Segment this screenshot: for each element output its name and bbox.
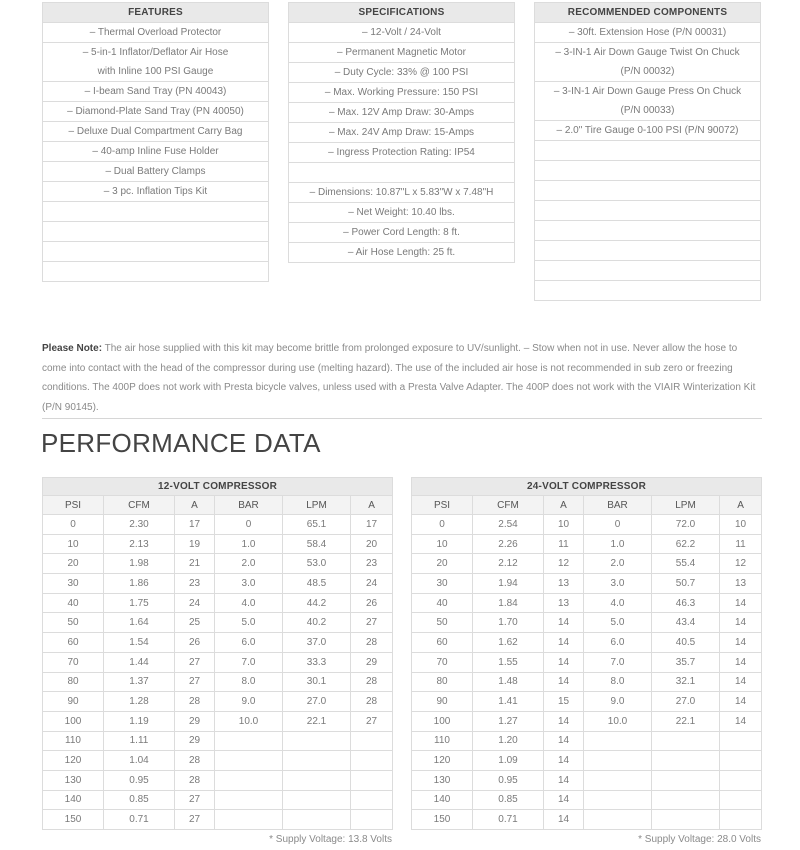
table-cell: 58.4 — [283, 534, 351, 554]
table-cell — [351, 770, 393, 790]
table-cell: 120 — [43, 751, 104, 771]
table-cell: 20 — [43, 554, 104, 574]
table-cell — [584, 810, 652, 830]
table-cell: 4.0 — [215, 593, 283, 613]
table-cell: 2.0 — [215, 554, 283, 574]
table-cell: 50.7 — [652, 574, 720, 594]
table-cell: 37.0 — [283, 633, 351, 653]
empty-cell — [43, 202, 269, 222]
table-row — [43, 633, 393, 653]
table-row — [412, 534, 762, 554]
table-cell — [351, 731, 393, 751]
table-cell — [351, 810, 393, 830]
empty-cell — [535, 181, 761, 201]
table-cell: 14 — [720, 613, 762, 633]
table-cell: 27 — [175, 790, 215, 810]
table-cell: 1.70 — [473, 613, 544, 633]
column-headers — [43, 496, 393, 515]
table-cell — [584, 751, 652, 771]
spec-item: – Max. 24V Amp Draw: 15-Amps — [289, 123, 515, 143]
features-item: – Thermal Overload Protector — [43, 23, 269, 43]
table-cell: 1.19 — [104, 711, 175, 731]
table-cell: 150 — [412, 810, 473, 830]
table-row — [43, 790, 393, 810]
table-cell: 60 — [412, 633, 473, 653]
table-cell: 44.2 — [283, 593, 351, 613]
table-cell: 17 — [175, 515, 215, 535]
table-cell: 1.94 — [473, 574, 544, 594]
table-cell: 3.0 — [215, 574, 283, 594]
table-cell: 7.0 — [584, 652, 652, 672]
table-cell: 0.71 — [104, 810, 175, 830]
table-cell: 90 — [412, 692, 473, 712]
table-cell: 100 — [43, 711, 104, 731]
table-24v-body — [412, 515, 762, 830]
supply-voltage-24v: * Supply Voltage: 28.0 Volts — [638, 834, 761, 845]
table-cell: 80 — [43, 672, 104, 692]
table-cell: 15 — [544, 692, 584, 712]
spec-item: – Power Cord Length: 8 ft. — [289, 223, 515, 243]
empty-cell — [535, 241, 761, 261]
table-cell: 40 — [412, 593, 473, 613]
table-cell: 27.0 — [283, 692, 351, 712]
table-cell: 48.5 — [283, 574, 351, 594]
table-cell: 28 — [175, 770, 215, 790]
table-cell: 9.0 — [215, 692, 283, 712]
table-row — [412, 692, 762, 712]
table-cell: 0 — [43, 515, 104, 535]
table-cell: 28 — [351, 672, 393, 692]
table-cell: 28 — [175, 751, 215, 771]
table-cell: 65.1 — [283, 515, 351, 535]
table-cell: 1.44 — [104, 652, 175, 672]
spec-item: – Duty Cycle: 33% @ 100 PSI — [289, 63, 515, 83]
features-item: – Dual Battery Clamps — [43, 162, 269, 182]
features-header: FEATURES — [43, 3, 269, 23]
column-header: BAR — [584, 496, 652, 515]
table-cell — [652, 731, 720, 751]
table-cell: 14 — [544, 810, 584, 830]
table-cell — [652, 790, 720, 810]
table-cell: 26 — [175, 633, 215, 653]
table-cell: 10 — [720, 515, 762, 535]
note-text: The air hose supplied with this kit may become brittle from prolonged exposure to UV/sunlight. – Stow when not in use. Never allow the hose to come into contact with the head of the compressor during use (melting hazard). The use of the included air hose is not recommended in sub zero or freezing conditions. The 400P does not work with Presta bicycle valves, unless used with a Presta Valve Adapter. The 400P does not work with the VIAIR Winterization Kit (P/N 90145). — [42, 343, 756, 413]
table-cell: 4.0 — [584, 593, 652, 613]
table-cell: 40 — [43, 593, 104, 613]
table-cell: 50 — [412, 613, 473, 633]
table-row — [412, 770, 762, 790]
table-row — [43, 751, 393, 771]
recommended-table — [534, 2, 761, 301]
table-cell — [351, 790, 393, 810]
table-cell: 1.11 — [104, 731, 175, 751]
table-row — [412, 711, 762, 731]
table-cell — [584, 731, 652, 751]
recommended-item: – 3-IN-1 Air Down Gauge Press On Chuck (P/N 00033) — [535, 82, 761, 121]
table-cell: 90 — [43, 692, 104, 712]
column-header: A — [351, 496, 393, 515]
table-cell — [720, 790, 762, 810]
table-cell: 28 — [351, 633, 393, 653]
table-cell: 6.0 — [215, 633, 283, 653]
table-row — [412, 751, 762, 771]
table-cell: 46.3 — [652, 593, 720, 613]
performance-title: PERFORMANCE DATA — [41, 428, 321, 458]
table-cell: 40.2 — [283, 613, 351, 633]
table-cell: 24 — [175, 593, 215, 613]
table-cell: 2.30 — [104, 515, 175, 535]
table-cell — [584, 790, 652, 810]
table-cell: 120 — [412, 751, 473, 771]
perf-table-12v — [42, 477, 393, 830]
table-cell: 13 — [544, 593, 584, 613]
table-cell: 0.95 — [104, 770, 175, 790]
table-cell: 29 — [175, 711, 215, 731]
table-cell: 10.0 — [584, 711, 652, 731]
table-cell: 14 — [544, 790, 584, 810]
table-cell: 14 — [720, 593, 762, 613]
table-cell — [652, 810, 720, 830]
table-cell: 1.84 — [473, 593, 544, 613]
empty-cell — [43, 262, 269, 282]
table-cell: 1.20 — [473, 731, 544, 751]
table-cell: 1.41 — [473, 692, 544, 712]
table-cell: 13 — [544, 574, 584, 594]
table-cell: 19 — [175, 534, 215, 554]
table-cell: 14 — [544, 613, 584, 633]
table-cell: 12 — [544, 554, 584, 574]
table-row — [412, 554, 762, 574]
table-cell — [720, 770, 762, 790]
table-cell: 110 — [43, 731, 104, 751]
spec-item: – Ingress Protection Rating: IP54 — [289, 143, 515, 163]
table-cell: 55.4 — [652, 554, 720, 574]
spec-item: – Air Hose Length: 25 ft. — [289, 243, 515, 263]
table-cell: 1.54 — [104, 633, 175, 653]
table-row — [412, 633, 762, 653]
table-row — [412, 810, 762, 830]
table-cell: 70 — [43, 652, 104, 672]
table-cell — [283, 810, 351, 830]
table-cell — [215, 810, 283, 830]
table-cell: 27.0 — [652, 692, 720, 712]
table-cell: 14 — [720, 652, 762, 672]
recommended-header: RECOMMENDED COMPONENTS — [535, 3, 761, 23]
table-row — [412, 515, 762, 535]
table-cell: 1.64 — [104, 613, 175, 633]
specifications-table — [288, 2, 515, 263]
table-cell: 43.4 — [652, 613, 720, 633]
table-cell: 21 — [175, 554, 215, 574]
table-row — [43, 770, 393, 790]
table-cell — [283, 770, 351, 790]
table-cell: 27 — [175, 672, 215, 692]
table-cell — [720, 810, 762, 830]
table-cell: 0 — [215, 515, 283, 535]
empty-cell — [535, 281, 761, 301]
column-header: CFM — [104, 496, 175, 515]
table-cell: 8.0 — [215, 672, 283, 692]
table-row — [412, 731, 762, 751]
table-cell: 27 — [175, 810, 215, 830]
table-row — [43, 731, 393, 751]
table-cell: 6.0 — [584, 633, 652, 653]
table-cell: 22.1 — [652, 711, 720, 731]
column-header: BAR — [215, 496, 283, 515]
table-row — [43, 711, 393, 731]
table-cell: 14 — [720, 711, 762, 731]
table-cell: 1.62 — [473, 633, 544, 653]
table-cell: 53.0 — [283, 554, 351, 574]
table-cell — [652, 770, 720, 790]
table-cell: 14 — [720, 633, 762, 653]
table-cell: 14 — [544, 751, 584, 771]
table-cell: 9.0 — [584, 692, 652, 712]
table-cell: 3.0 — [584, 574, 652, 594]
column-header: LPM — [283, 496, 351, 515]
table-cell: 35.7 — [652, 652, 720, 672]
table-cell: 1.37 — [104, 672, 175, 692]
table-cell — [215, 731, 283, 751]
table-cell: 1.09 — [473, 751, 544, 771]
column-headers — [412, 496, 762, 515]
table-cell — [351, 751, 393, 771]
table-cell — [283, 751, 351, 771]
table-cell: 2.12 — [473, 554, 544, 574]
table-cell: 29 — [175, 731, 215, 751]
spec-item: – Permanent Magnetic Motor — [289, 43, 515, 63]
table-cell — [584, 770, 652, 790]
table-cell: 26 — [351, 593, 393, 613]
empty-cell — [535, 141, 761, 161]
table-cell: 14 — [544, 711, 584, 731]
table-cell: 24 — [351, 574, 393, 594]
features-item: – I-beam Sand Tray (PN 40043) — [43, 82, 269, 102]
empty-cell — [535, 261, 761, 281]
table-cell: 22.1 — [283, 711, 351, 731]
table-cell: 13 — [720, 574, 762, 594]
table-cell: 14 — [544, 672, 584, 692]
table-cell: 32.1 — [652, 672, 720, 692]
table-cell: 14 — [544, 770, 584, 790]
features-item: – 5-in-1 Inflator/Deflator Air Hose with Inline 100 PSI Gauge — [43, 43, 269, 82]
table-cell — [720, 751, 762, 771]
table-cell: 14 — [720, 672, 762, 692]
column-header: LPM — [652, 496, 720, 515]
table-cell: 27 — [175, 652, 215, 672]
table-cell: 2.26 — [473, 534, 544, 554]
table-row — [412, 672, 762, 692]
table-cell: 12 — [720, 554, 762, 574]
table-row — [43, 652, 393, 672]
table-cell: 8.0 — [584, 672, 652, 692]
recommended-item: – 2.0" Tire Gauge 0-100 PSI (P/N 90072) — [535, 121, 761, 141]
table-cell: 130 — [412, 770, 473, 790]
table-cell — [652, 751, 720, 771]
column-header: CFM — [473, 496, 544, 515]
empty-cell — [289, 163, 515, 183]
table-row — [43, 672, 393, 692]
table-cell: 10 — [544, 515, 584, 535]
table-cell: 100 — [412, 711, 473, 731]
table-row — [43, 810, 393, 830]
table-cell: 30 — [412, 574, 473, 594]
empty-cell — [535, 161, 761, 181]
table-cell: 80 — [412, 672, 473, 692]
column-header: A — [544, 496, 584, 515]
table-row — [43, 515, 393, 535]
table-cell: 1.75 — [104, 593, 175, 613]
table-cell: 11 — [720, 534, 762, 554]
table-cell: 140 — [412, 790, 473, 810]
perf-table-24v — [411, 477, 762, 830]
spec-item: – Max. Working Pressure: 150 PSI — [289, 83, 515, 103]
specifications-header: SPECIFICATIONS — [289, 3, 515, 23]
recommended-item: – 30ft. Extension Hose (P/N 00031) — [535, 23, 761, 43]
table-cell: 1.48 — [473, 672, 544, 692]
table-row — [412, 790, 762, 810]
table-cell: 0 — [412, 515, 473, 535]
table-cell: 20 — [412, 554, 473, 574]
table-cell: 14 — [720, 692, 762, 712]
table-cell: 110 — [412, 731, 473, 751]
table-cell: 10 — [43, 534, 104, 554]
table-row — [412, 613, 762, 633]
table-24v-header: 24-VOLT COMPRESSOR — [412, 478, 762, 496]
table-cell: 10 — [412, 534, 473, 554]
features-item: – 40-amp Inline Fuse Holder — [43, 142, 269, 162]
table-row — [412, 574, 762, 594]
table-cell: 1.27 — [473, 711, 544, 731]
table-cell: 0.95 — [473, 770, 544, 790]
table-cell: 30.1 — [283, 672, 351, 692]
table-cell: 1.28 — [104, 692, 175, 712]
table-cell — [215, 790, 283, 810]
features-item: – Diamond-Plate Sand Tray (PN 40050) — [43, 102, 269, 122]
table-cell: 0.71 — [473, 810, 544, 830]
divider — [42, 418, 762, 419]
table-cell: 150 — [43, 810, 104, 830]
table-cell: 1.0 — [584, 534, 652, 554]
table-cell: 0 — [584, 515, 652, 535]
table-cell: 2.0 — [584, 554, 652, 574]
table-row — [43, 554, 393, 574]
table-cell: 33.3 — [283, 652, 351, 672]
table-cell: 130 — [43, 770, 104, 790]
supply-voltage-12v: * Supply Voltage: 13.8 Volts — [269, 834, 392, 845]
features-table — [42, 2, 269, 282]
table-cell — [283, 731, 351, 751]
table-cell: 11 — [544, 534, 584, 554]
table-cell: 40.5 — [652, 633, 720, 653]
table-cell — [215, 770, 283, 790]
table-cell: 1.98 — [104, 554, 175, 574]
table-cell: 2.13 — [104, 534, 175, 554]
table-cell: 0.85 — [473, 790, 544, 810]
table-cell: 10.0 — [215, 711, 283, 731]
empty-cell — [43, 222, 269, 242]
table-row — [43, 613, 393, 633]
table-12v-body — [43, 515, 393, 830]
table-cell: 60 — [43, 633, 104, 653]
features-item: – 3 pc. Inflation Tips Kit — [43, 182, 269, 202]
note-label: Please Note: — [42, 343, 103, 354]
table-cell: 0.85 — [104, 790, 175, 810]
table-cell: 14 — [544, 633, 584, 653]
table-cell: 140 — [43, 790, 104, 810]
spec-item: – Net Weight: 10.40 lbs. — [289, 203, 515, 223]
recommended-item: – 3-IN-1 Air Down Gauge Twist On Chuck (P/N 00032) — [535, 43, 761, 82]
table-cell: 7.0 — [215, 652, 283, 672]
table-cell — [215, 751, 283, 771]
table-cell: 27 — [351, 711, 393, 731]
table-cell: 28 — [175, 692, 215, 712]
table-cell: 17 — [351, 515, 393, 535]
table-cell: 23 — [351, 554, 393, 574]
table-row — [43, 574, 393, 594]
table-cell: 70 — [412, 652, 473, 672]
empty-cell — [43, 242, 269, 262]
table-cell: 14 — [544, 652, 584, 672]
spec-item: – 12-Volt / 24-Volt — [289, 23, 515, 43]
table-cell: 1.04 — [104, 751, 175, 771]
table-cell: 50 — [43, 613, 104, 633]
table-cell: 27 — [351, 613, 393, 633]
empty-cell — [535, 221, 761, 241]
spec-item: – Dimensions: 10.87"L x 5.83"W x 7.48"H — [289, 183, 515, 203]
features-item: – Deluxe Dual Compartment Carry Bag — [43, 122, 269, 142]
table-cell: 20 — [351, 534, 393, 554]
please-note — [42, 339, 762, 417]
table-cell: 62.2 — [652, 534, 720, 554]
table-cell: 5.0 — [215, 613, 283, 633]
table-cell: 29 — [351, 652, 393, 672]
column-header: A — [720, 496, 762, 515]
column-header: PSI — [43, 496, 104, 515]
table-cell: 72.0 — [652, 515, 720, 535]
table-cell: 23 — [175, 574, 215, 594]
table-row — [412, 652, 762, 672]
table-cell: 30 — [43, 574, 104, 594]
table-cell: 28 — [351, 692, 393, 712]
table-row — [43, 692, 393, 712]
table-cell — [720, 731, 762, 751]
table-row — [43, 593, 393, 613]
column-header: A — [175, 496, 215, 515]
table-cell: 25 — [175, 613, 215, 633]
column-header: PSI — [412, 496, 473, 515]
table-12v-header: 12-VOLT COMPRESSOR — [43, 478, 393, 496]
table-cell: 1.0 — [215, 534, 283, 554]
table-cell: 5.0 — [584, 613, 652, 633]
table-row — [412, 593, 762, 613]
table-cell — [283, 790, 351, 810]
table-row — [43, 534, 393, 554]
table-cell: 1.86 — [104, 574, 175, 594]
table-cell: 2.54 — [473, 515, 544, 535]
spec-item: – Max. 12V Amp Draw: 30-Amps — [289, 103, 515, 123]
table-cell: 1.55 — [473, 652, 544, 672]
empty-cell — [535, 201, 761, 221]
table-cell: 14 — [544, 731, 584, 751]
